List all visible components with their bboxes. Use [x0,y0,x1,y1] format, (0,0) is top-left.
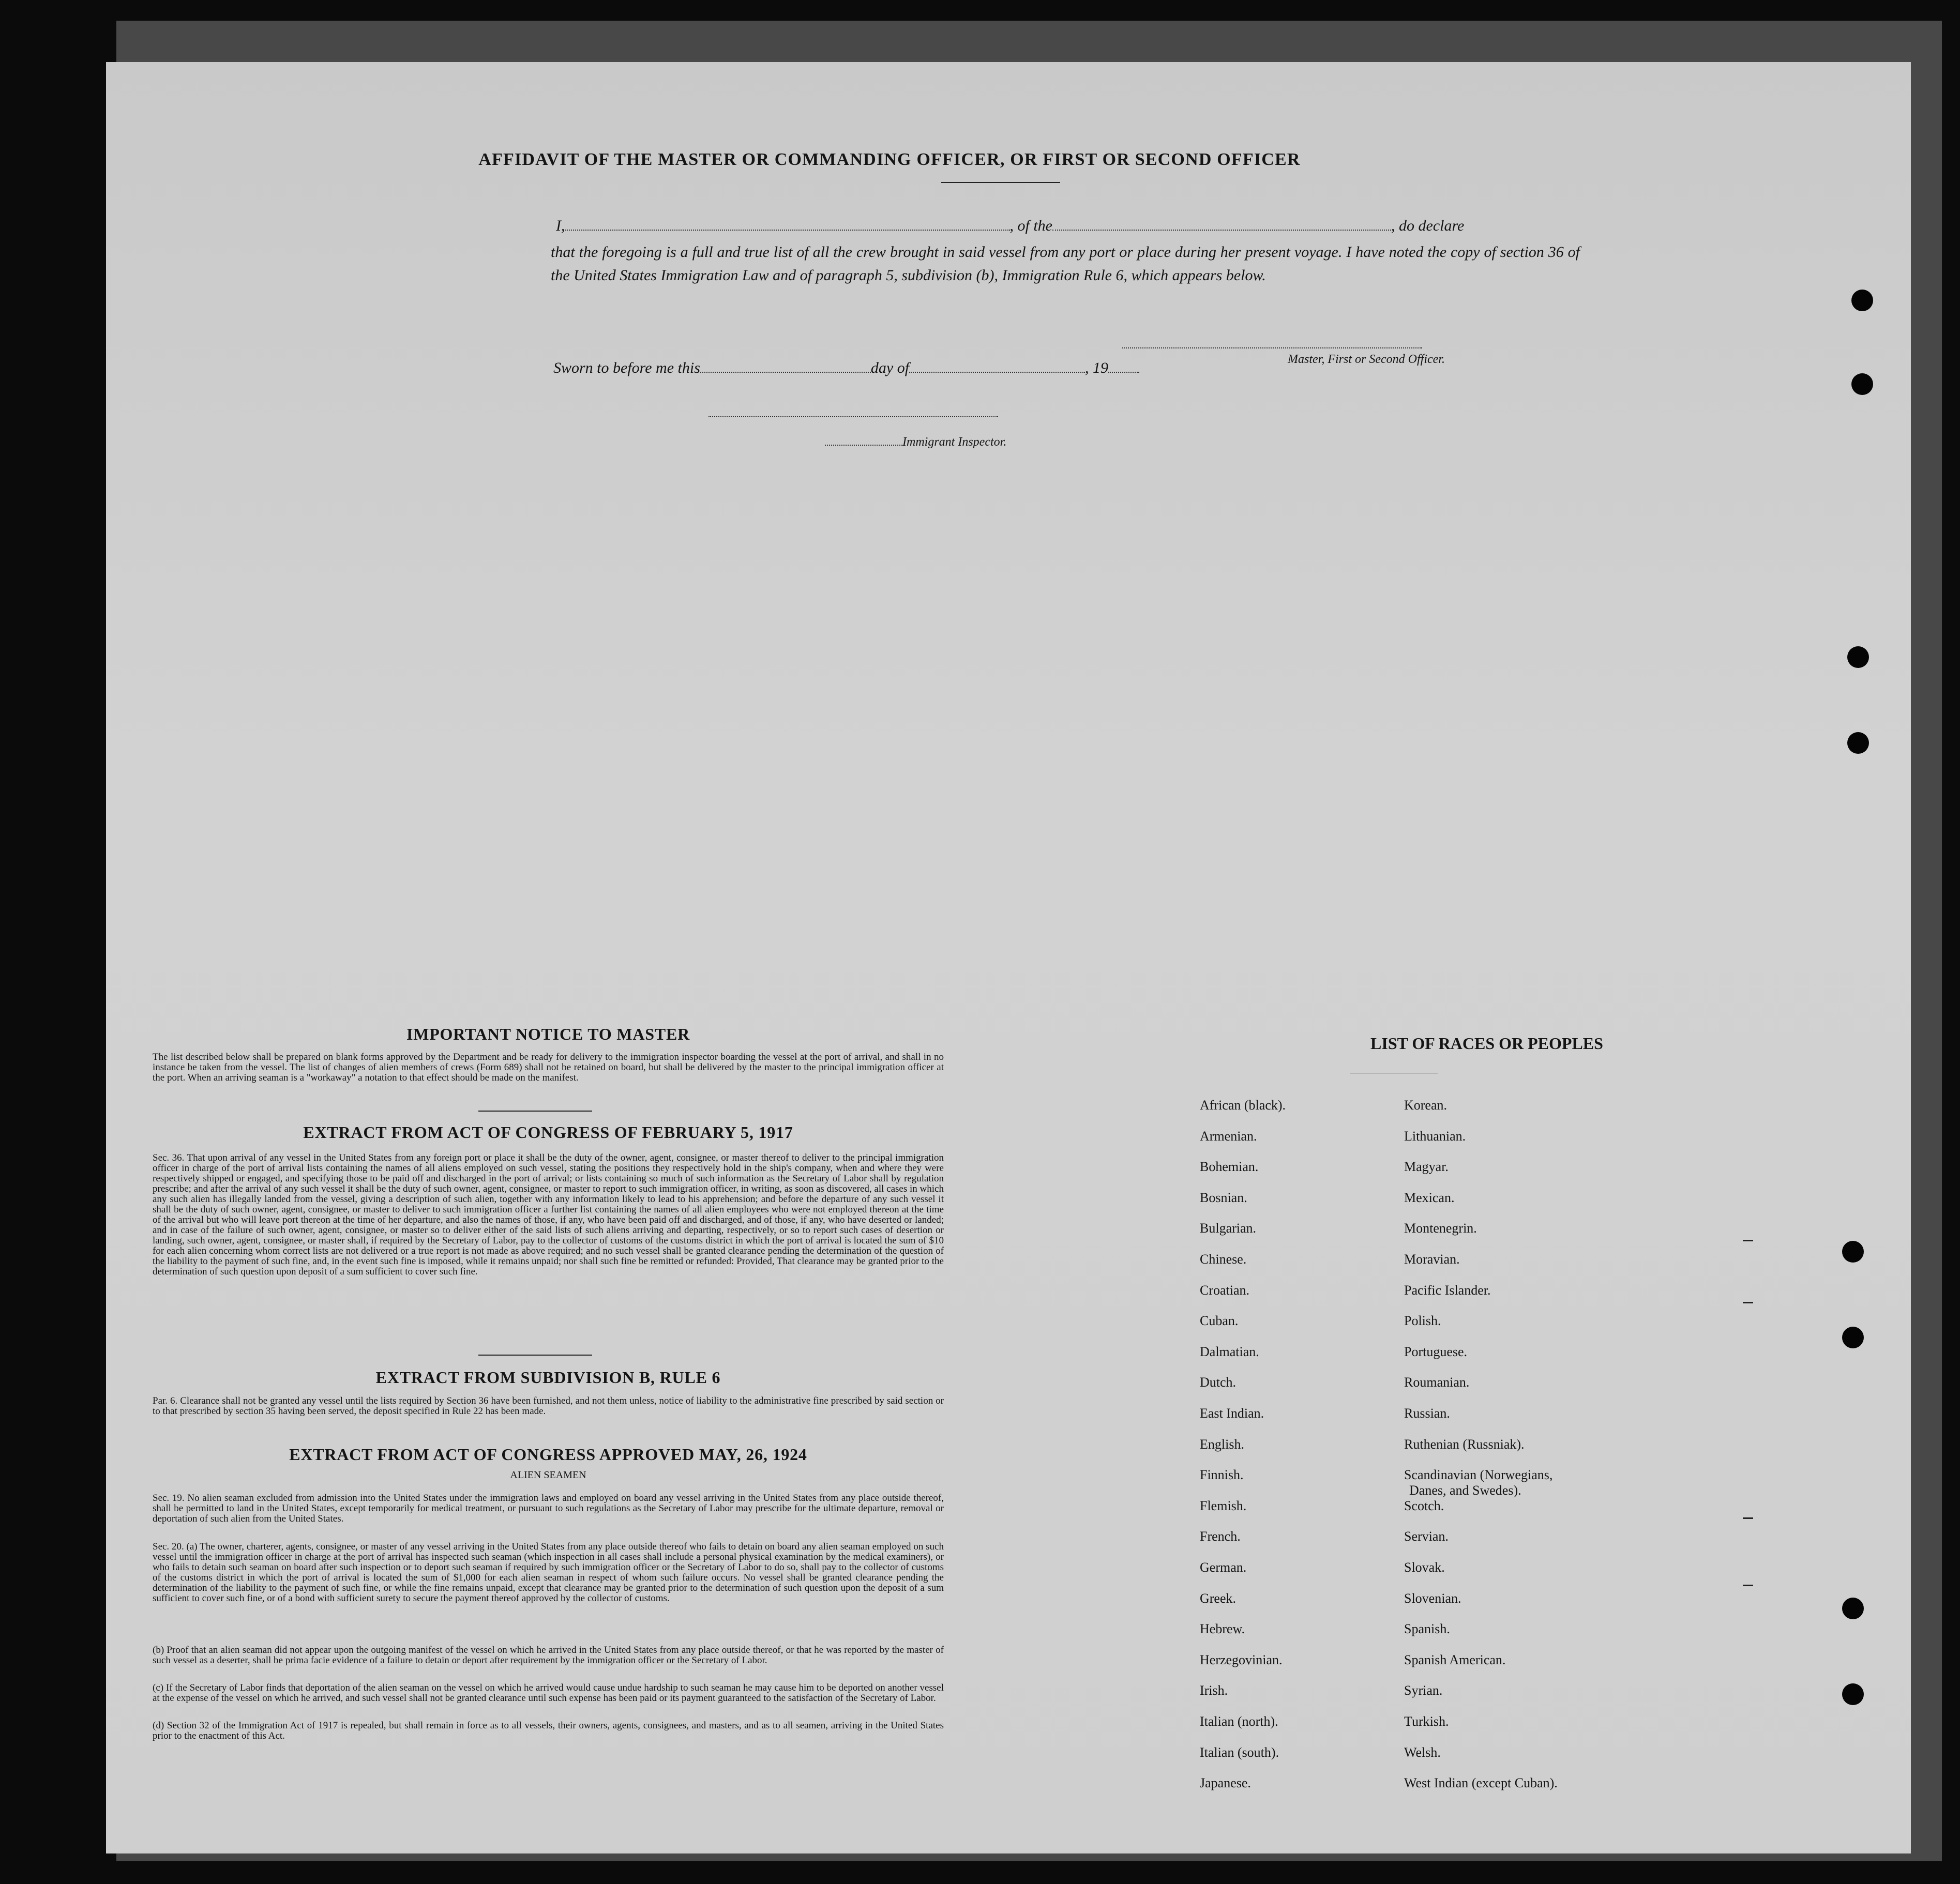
race-item: Italian (south). [1200,1744,1279,1760]
inspector-label: Immigrant Inspector. [902,435,1007,449]
margin-tick [1743,1302,1753,1303]
race-item: Roumanian. [1404,1375,1470,1390]
race-item: Chinese. [1200,1252,1247,1267]
sworn-line [553,359,1139,377]
race-item: Polish. [1404,1313,1441,1329]
sworn-prefix: Sworn to before me this [553,359,700,376]
race-item: German. [1200,1560,1247,1575]
declaration-first-line [556,217,1585,235]
race-item: Croatian. [1200,1282,1250,1298]
race-item: West Indian (except Cuban). [1404,1775,1558,1791]
sworn-year: , 19 [1085,359,1109,376]
signature-line[interactable] [1122,347,1422,348]
inspector-signature-line[interactable] [708,416,998,417]
sworn-day-of: day of [870,359,910,376]
sec-20b-text: (b) Proof that an alien seaman did not appear upon the outgoing manifest of the vessel on which he arrived in the United States from any place outside thereof, or that he was reported by the master of such vessel as a deserter, shall be prima facie evidence of a failure to detain or deport after requirement by the immigration officer or the Secretary of Labor. [153,1645,944,1666]
race-item: Cuban. [1200,1313,1239,1329]
race-item: African (black). [1200,1098,1286,1113]
sec-20c-text: (c) If the Secretary of Labor finds that deportation of the alien seaman on the vessel on which he arrived would cause undue hardship to such seaman he may cause him to be deported on another vessel at the expense of the vessel on which he arrived, and such vessel shall not be granted clearance until such expense has been paid or its payment guaranteed to the satisfaction of the Secretary of Labor. [153,1682,944,1704]
race-item: Bohemian. [1200,1159,1259,1175]
sec-20a-text: Sec. 20. (a) The owner, charterer, agents, consignee, or master of any vessel arriving in the United States from any place outside thereof who fails to detain on board any alien seaman employed on such vessel until the immigration officer in charge at the port of arrival has inspected such seaman (which inspection in all cases shall include a personal physical examination by the medical examiners), or who fails to detain such seaman on board after such inspection or to deport such seaman if required by such immigration officer or the Secretary of Labor to do so, shall pay to the collector of customs of the customs district in which the port of arrival is located the sum of $1,000 for each alien seaman in respect of whom such failure occurs. No vessel shall be granted clearance pending the determination of the liability to the payment of such fine, or while the fine remains unpaid, except that clearance may be granted prior to the determination of such question upon the deposit of a sum sufficient to cover such fine, or of a bond with sufficient surety to secure the payment thereof approved by the collector of customs. [153,1541,944,1604]
race-item: Ruthenian (Russniak). [1404,1436,1525,1452]
race-item: Turkish. [1404,1714,1449,1729]
binder-hole [1847,646,1869,668]
margin-tick [1743,1240,1753,1241]
extract-1917-title: EXTRACT FROM ACT OF CONGRESS OF FEBRUARY 5, 1917 [303,1123,793,1142]
race-item: Portuguese. [1404,1344,1468,1359]
race-item: Lithuanian. [1404,1128,1466,1144]
sec-20d-text: (d) Section 32 of the Immigration Act of 1917 is repealed, but shall remain in force as to all vessels, their owners, agents, consignees, and masters, and as to all seamen, arriving in the United States prior to the enactment of this Act. [153,1720,944,1741]
binder-hole [1842,1241,1864,1263]
race-item: Servian. [1404,1529,1449,1544]
race-item: Montenegrin. [1404,1221,1477,1236]
race-item: Magyar. [1404,1159,1449,1175]
race-item: Herzegovinian. [1200,1652,1283,1667]
race-item: East Indian. [1200,1406,1264,1421]
race-item: Italian (north). [1200,1714,1278,1729]
race-item: Irish. [1200,1683,1228,1698]
notice-text: The list described below shall be prepared on blank forms approved by the Department and be ready for delivery to the immigration inspector boarding the vessel at the port of arrival, and shall in no instance be taken from the vessel. The list of changes of alien members of crews (Form 689) shall not be retained on board, but shall be delivered by the master to the principal immigration officer at the port. When an arriving seaman is a "workaway" a notation to that effect should be made on the manifest. [153,1052,944,1083]
signature-label: Master, First or Second Officer. [1288,353,1445,366]
race-item: Scotch. [1404,1498,1444,1513]
sworn-day-blank[interactable] [700,362,871,373]
race-item: Pacific Islander. [1404,1282,1491,1298]
binder-hole [1842,1327,1864,1348]
race-item: English. [1200,1436,1244,1452]
sworn-year-blank[interactable] [1108,362,1139,373]
inspector-blank[interactable] [825,435,902,446]
extract-rule6-text: Par. 6. Clearance shall not be granted any vessel until the lists required by Section 36 have been furnished, and not them unless, notice of liability to the administrative fine prescribed by said section or to that prescribed by section 35 having been served, the deposit specified in Rule 22 has been made. [153,1395,944,1417]
margin-tick [1743,1585,1753,1586]
race-item: Dutch. [1200,1375,1237,1390]
sec-19-text: Sec. 19. No alien seaman excluded from admission into the United States under the immigration laws and employed on board any vessel arriving in the United States from any place outside thereof, shall be permitted to land in the United States, except temporarily for medical treatment, or pursuant to such regulations as the Secretary of Labor may prescribe for the ultimate departure, removal or deportation of such alien from the United States. [153,1493,944,1524]
divider [478,1111,592,1112]
race-item: Korean. [1404,1098,1448,1113]
race-item: Finnish. [1200,1467,1244,1483]
race-item: Dalmatian. [1200,1344,1259,1359]
race-item: Syrian. [1404,1683,1443,1698]
binder-hole [1847,732,1869,754]
race-item: Scandinavian (Norwegians, [1404,1467,1553,1483]
binder-hole [1842,1683,1864,1705]
extract-1924-subtitle: ALIEN SEAMEN [510,1469,586,1481]
race-item: French. [1200,1529,1241,1544]
declaration-body: that the foregoing is a full and true list of all the crew brought in said vessel from any port or place during her present voyage. I have noted the copy of section 36 of the United States Immigration Law and of paragraph 5, subdivision (b), Immigration Rule 6, which appears below. [551,244,1580,284]
race-item: Flemish. [1200,1498,1247,1513]
race-item: Bosnian. [1200,1190,1247,1205]
race-item: Russian. [1404,1406,1450,1421]
sworn-month-blank[interactable] [909,362,1085,373]
extract-1917-text: Sec. 36. That upon arrival of any vessel in the United States from any foreign port or place it shall be the duty of the owner, agent, consignee, or master thereof to deliver to the principal immigration officer in charge of the port of arrival lists containing the names of all aliens employed on such vessel, stating the positions they respectively hold in the ship's company, when and where they were respectively shipped or engaged, and specifying those to be paid off and discharged in the port of arrival; or lists containing so much of such information as the Secretary of Labor shall by regulation prescribe; and after the arrival of any such vessel it shall be the duty of such owner, agent, consignee, or master to report to such immigration officer, in writing, as soon as discovered, all cases in which any such alien has illegally landed from the vessel, giving a description of such alien, together with any information likely to lead to his apprehension; and before the departure of any such vessel it shall be the duty of such owner, agent, consignee, or master to deliver to such immigration officer a further list containing the names of all alien employees who were not employed thereon at the time of the arrival but who will leave port thereon at the time of her departure, and also the names of those, if any, who have been paid off and discharged, and of those, if any, who have deserted or landed; and in case of the failure of such owner, agent, consignee, or master so to deliver either of the said lists of such aliens arriving and departing, respectively, or so to report such cases of desertion or landing, such owner, agent, consignee, or master shall, if required by the Secretary of Labor, pay to the collector of customs of the customs district in which the port of arrival is located the sum of $10 for each alien concerning whom correct lists are not delivered or a true report is not made as above required; and no such vessel shall be granted clearance pending the determination of the question of the liability to the payment of such fine, and, in the event such fine is imposed, while it remains unpaid; nor shall such fine be remitted or refunded: Provided, That clearance may be granted prior to the determination of such question upon deposit of a sum sufficient to cover such fine. [153,1152,944,1277]
race-item: Greek. [1200,1590,1237,1606]
race-item: Danes, and Swedes). [1409,1483,1521,1498]
binder-hole [1851,290,1873,311]
race-item: Bulgarian. [1200,1221,1257,1236]
declaration-declare: , do declare [1391,217,1465,234]
binder-hole [1842,1598,1864,1619]
race-item: Hebrew. [1200,1621,1245,1637]
declaration-of-the: , of the [1009,217,1052,234]
race-item: Japanese. [1200,1775,1251,1791]
race-item: Spanish American. [1404,1652,1506,1667]
document-page [106,62,1911,1853]
race-item: Slovenian. [1404,1590,1461,1606]
extract-rule6-title: EXTRACT FROM SUBDIVISION B, RULE 6 [375,1368,721,1387]
vessel-blank[interactable] [1052,220,1391,231]
race-item: Welsh. [1404,1744,1441,1760]
race-item: Moravian. [1404,1252,1460,1267]
declaration-i: I, [556,217,565,234]
race-item: Spanish. [1404,1621,1450,1637]
extract-1924-title: EXTRACT FROM ACT OF CONGRESS APPROVED MAY, 26, 1924 [289,1445,807,1464]
race-item: Slovak. [1404,1560,1445,1575]
race-item: Armenian. [1200,1128,1257,1144]
divider [478,1355,592,1356]
notice-title: IMPORTANT NOTICE TO MASTER [406,1025,690,1043]
races-title: LIST OF RACES OR PEOPLES [1370,1034,1603,1053]
binder-hole [1851,373,1873,395]
name-blank[interactable] [565,220,1010,231]
affidavit-title: AFFIDAVIT OF THE MASTER OR COMMANDING OFFICER, OR FIRST OR SECOND OFFICER [478,150,1301,169]
race-item: Mexican. [1404,1190,1455,1205]
margin-tick [1743,1517,1753,1519]
title-underline [941,182,1060,183]
inspector-line [825,435,1006,449]
